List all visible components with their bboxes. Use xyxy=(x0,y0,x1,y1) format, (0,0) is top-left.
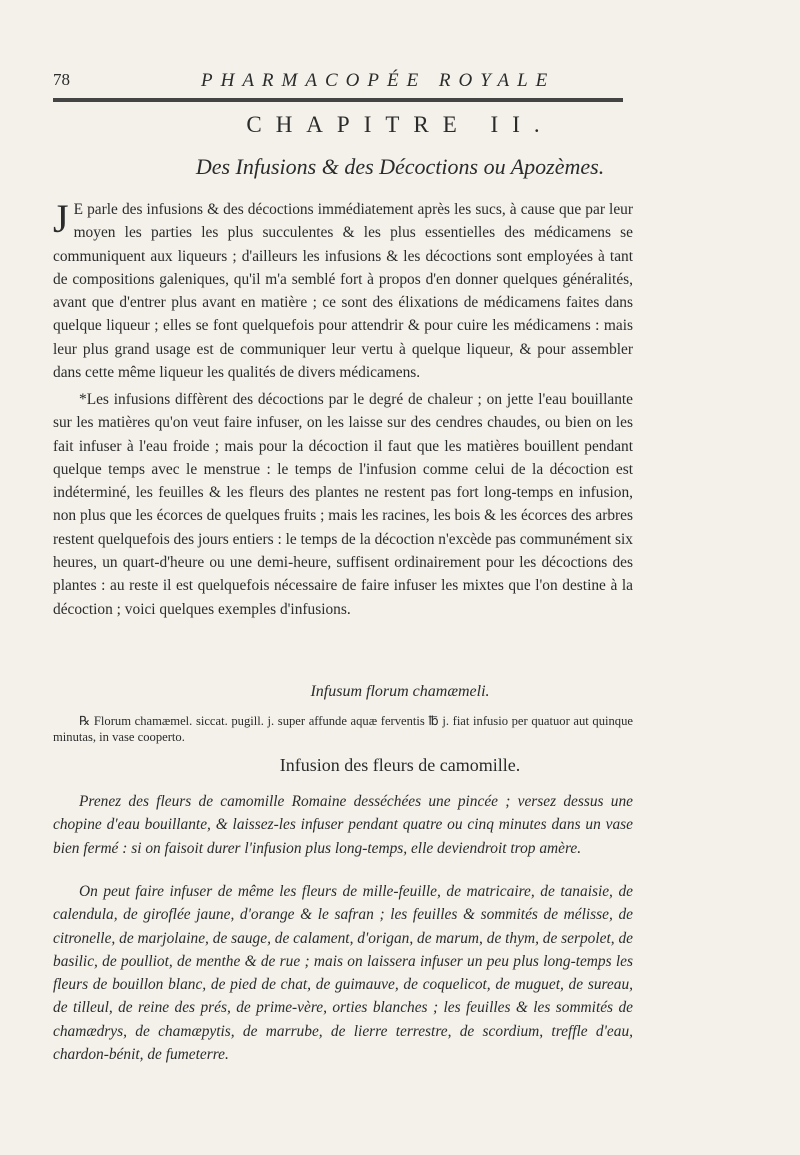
chapter-title: CHAPITRE II. xyxy=(246,112,554,137)
drop-cap: J xyxy=(53,196,69,241)
paragraph-intro-text: E parle des infusions & des décoctions immédiatement après les sucs, à cause que par leur moyen les parties les plus succulentes & les plus essentielles des médicamens se communiquent aux liqueurs ; d'ailleurs les infusions & les décoctions sont employées à tant de compositions galeniques, qu'il m'a semblé fort à propos d'en donner quelques généralités, avant que d'entrer plus avant en matière ; ce sont des élixations de médicamens faites dans quelque liqueur ; elles se font quelquefois pour attendrir & pour cuire les médicamens : mais leur plus grand usage est de communiquer leur vertu à quelque liqueur, & pour assembler dans cette même liqueur les qualités de divers médicamens. xyxy=(53,201,633,382)
page-number: 78 xyxy=(53,70,70,89)
chapter-subtitle: Des Infusions & des Décoctions ou Apozèmes. xyxy=(195,154,605,179)
running-head xyxy=(53,70,643,98)
paragraph-difference: *Les infusions diffèrent des décoctions par le degré de chaleur ; on jette l'eau bouillante sur les matières qu'on veut faire infuser, on les laisse sur des cendres chaudes, ou bien on les fait infuser à l'eau froide ; mais pour la décoction il faut que les matières bouillent pendant quelque temps avec le menstrue : le temps de l'infusion comme celui de la décoction est indéterminé, les feuilles & les fleurs des plantes ne restent pas fort long-temps en infusion, non plus que les écorces de quelques fruits ; mais les racines, les bois & les écorces des arbres restent quelquefois des jours entiers : le temps de la décoction n'excède pas communément six heures, un quart-d'heure ou une demi-heure, suffisent ordinairement pour les décoctions des plantes : au reste il est quelquefois nécessaire de faire infuser les mixtes que l'on destine à la décoction ; voici quelques exemples d'infusions. xyxy=(53,391,633,618)
header-rule xyxy=(53,98,623,102)
running-title: PHARMACOPÉE ROYALE xyxy=(201,70,556,91)
french-recipe-heading: Infusion des fleurs de camomille. xyxy=(279,755,521,775)
latin-recipe-text: ℞ Florum chamæmel. siccat. pugill. j. super affunde aquæ ferventis ℔ j. fiat infusio per quatuor aut quinque minutas, in vase cooperto. xyxy=(53,714,633,744)
paragraph-other-flowers: On peut faire infuser de même les fleurs de mille-feuille, de matricaire, de tanaisie, de calendula, de giroflée jaune, d'orange & le safran ; les feuilles & sommités de mélisse, de citronelle, de marjolaine, de sauge, de calament, d'origan, de marum, de thym, de serpolet, de basilic, de poulliot, de menthe & de rue ; mais on laissera infuser un peu plus long-temps les fleurs de bouillon blanc, de pied de chat, de guimauve, de coquelicot, de muguet, de sureau, de tilleul, de reine des prés, de prime-vère, orties blanches ; les feuilles & les sommités de chamædrys, de chamæpytis, de marrube, de lierre terrestre, de scordium, treffle d'eau, chardon-bénit, de fumeterre. xyxy=(53,883,633,1064)
paragraph-intro xyxy=(53,198,633,384)
latin-recipe-heading: Infusum florum chamæmeli. xyxy=(310,683,490,700)
paragraph-recipe: Prenez des fleurs de camomille Romaine desséchées une pincée ; versez dessus une chopine d'eau bouillante, & laissez-les infuser pendant quatre ou cinq minutes dans un vase bien fermé : si on faisoit durer l'infusion plus long-temps, elle deviendroit trop amère. xyxy=(53,793,633,857)
